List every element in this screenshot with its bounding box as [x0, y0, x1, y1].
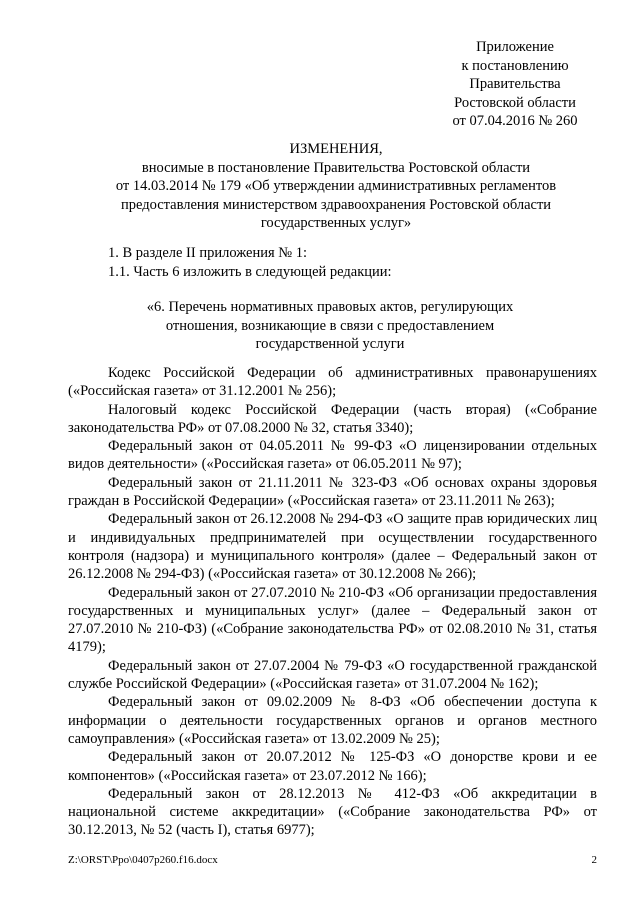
legal-act-paragraph: Федеральный закон от 20.07.2012 № 125-ФЗ «О донорстве крови и ее компонентов» («Российская газета» от 23.07.2012 № 166);	[68, 749, 597, 784]
appendix-line: Приложение	[476, 39, 554, 55]
legal-act-paragraph: Налоговый кодекс Российской Федерации (часть вторая) («Собрание законодательства РФ» от 07.08.2000 № 32, статья 3340);	[68, 401, 597, 436]
legal-acts-list	[68, 364, 597, 840]
document-title	[60, 140, 612, 233]
appendix-header	[420, 38, 610, 131]
legal-act-paragraph: Федеральный закон от 21.11.2011 № 323-ФЗ «Об основах охраны здоровья граждан в Российской Федерации» («Российская газета» от 23.11.2011 № 263);	[68, 474, 597, 510]
subheading-line: «6. Перечень нормативных правовых актов, регулирующих	[146, 299, 514, 315]
title-heading: ИЗМЕНЕНИЯ,	[289, 141, 383, 157]
appendix-line: от 07.04.2016 № 260	[452, 113, 578, 129]
file-path: Z:\ORST\Ppo\0407p260.f16.docx	[68, 854, 218, 866]
legal-act-paragraph: Федеральный закон от 26.12.2008 № 294-ФЗ «О защите прав юридических лиц и индивидуальных предпринимателей при осуществлении государственного контроля (надзора) и муниципального контроля» (далее – Федеральный закон от 26.12.2008 № 294-ФЗ) («Российская газета» от 30.12.2008 № 266);	[68, 511, 597, 583]
appendix-line: Ростовской области	[454, 94, 576, 111]
legal-act-paragraph: Кодекс Российской Федерации об административных правонарушениях («Российская газета» от 31.12.2001 № 256);	[68, 365, 597, 400]
subheading-line: государственной услуги	[255, 336, 405, 352]
legal-act-paragraph: Федеральный закон от 27.07.2004 № 79-ФЗ «О государственной гражданской службе Российской Федерации» («Российская газета» от 31.07.2004 № 162);	[68, 657, 597, 693]
legal-act-paragraph: Федеральный закон от 04.05.2011 № 99-ФЗ «О лицензировании отдельных видов деятельности» («Российская газета» от 06.05.2011 № 97);	[68, 438, 597, 473]
legal-act-paragraph: Федеральный закон от 28.12.2013 № 412-ФЗ «Об аккредитации в национальной системе аккредитации» («Собрание законодательства РФ» от 30.12.2013, № 52 (часть I), статья 6977);	[68, 785, 597, 839]
title-line: вносимые в постановление Правительства Ростовской области	[141, 159, 531, 176]
amendment-items	[108, 244, 608, 281]
appendix-line: к постановлению	[461, 57, 569, 74]
page-number: 2	[591, 854, 597, 866]
section-subheading	[100, 298, 560, 354]
title-line: от 14.03.2014 № 179 «Об утверждении административных регламентов	[115, 178, 557, 194]
legal-act-paragraph: Федеральный закон от 27.07.2010 № 210-ФЗ «Об организации предоставления государственных и муниципальных услуг» (далее – Федеральный закон от 27.07.2010 № 210-ФЗ) («Собрание законодательства РФ» от 02.08.2010 № 31, статья 4179);	[68, 584, 597, 656]
legal-act-paragraph: Федеральный закон от 09.02.2009 № 8-ФЗ «Об обеспечении доступа к информации о деятельности государственных органов и органов местного самоуправления» («Российская газета» от 13.02.2009 № 25);	[68, 694, 597, 747]
subheading-line: отношения, возникающие в связи с предоставлением	[165, 317, 495, 334]
item-1: 1. В разделе II приложения № 1:	[108, 245, 308, 261]
item-1-1: 1.1. Часть 6 изложить в следующей редакции:	[108, 263, 392, 280]
appendix-line: Правительства	[469, 76, 561, 92]
title-line: государственных услуг»	[260, 215, 412, 231]
title-line: предоставления министерством здравоохранения Ростовской области	[120, 196, 552, 213]
